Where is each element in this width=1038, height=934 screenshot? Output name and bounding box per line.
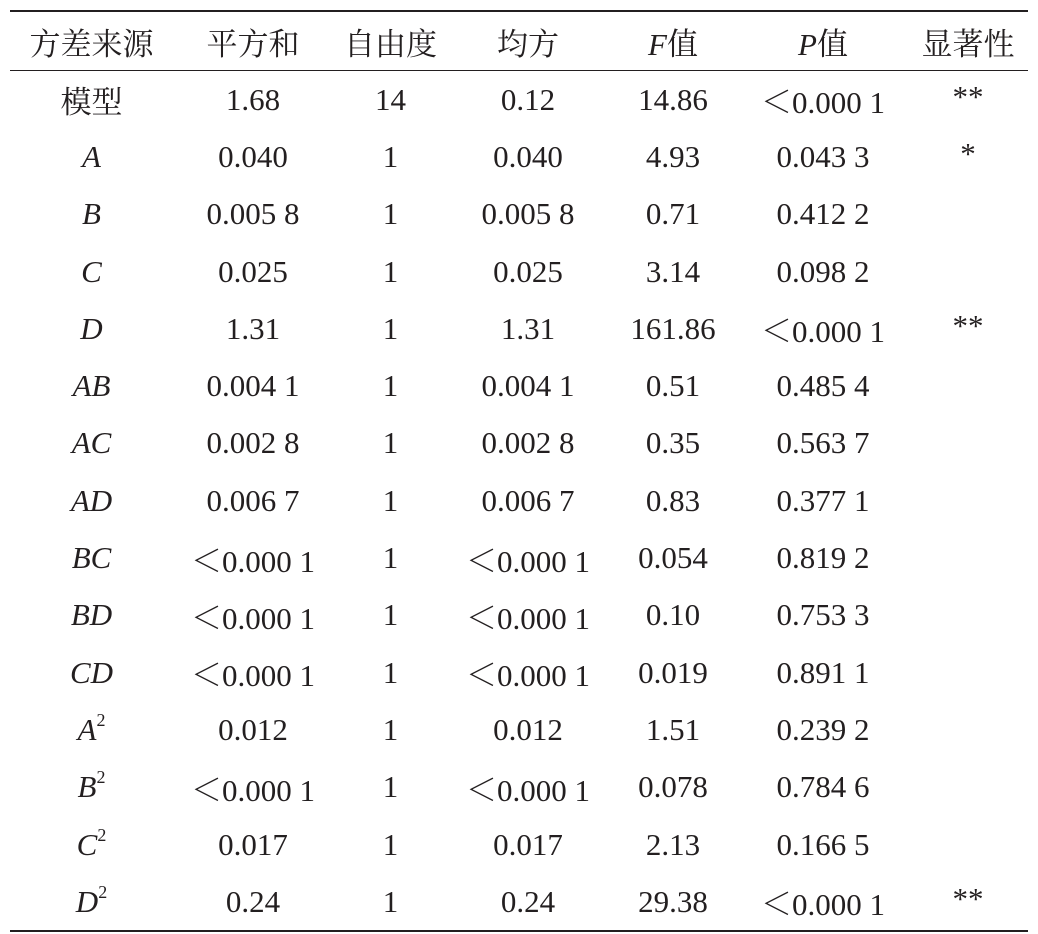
source-label: B	[82, 196, 101, 232]
sum-of-squares-text: 1.31	[225, 310, 281, 346]
source-cell	[10, 587, 173, 644]
mean-square-text: 0.006 7	[481, 482, 575, 518]
degrees-of-freedom-text: 14	[375, 81, 406, 117]
source-cell	[10, 529, 173, 586]
source-label: C	[81, 253, 102, 289]
mean-square-cell	[448, 71, 608, 129]
source-exponent: 2	[97, 824, 107, 845]
source-cell	[10, 415, 173, 472]
source-label: D	[75, 883, 99, 919]
table-row	[10, 128, 1028, 185]
sum-of-squares-cell	[173, 644, 333, 701]
sum-of-squares-text: ＜0.000 1	[191, 543, 315, 579]
sum-of-squares-cell	[173, 357, 333, 414]
mean-square-cell	[448, 357, 608, 414]
f-value-cell	[608, 415, 738, 472]
significance-cell	[908, 529, 1028, 586]
significance-text: **	[952, 78, 984, 114]
source-cell	[10, 300, 173, 357]
p-value-cell	[738, 472, 908, 529]
f-value-text: 0.71	[645, 196, 701, 232]
sum-of-squares-cell	[173, 759, 333, 816]
degrees-of-freedom-cell	[333, 357, 448, 414]
degrees-of-freedom-cell	[333, 759, 448, 816]
source-cell	[10, 243, 173, 300]
f-value-text: 0.019	[638, 654, 708, 690]
f-value-text: 1.51	[645, 711, 701, 747]
f-value-text: 0.51	[645, 368, 701, 404]
degrees-of-freedom-text: 1	[382, 769, 399, 805]
source-cell	[10, 472, 173, 529]
significance-text: **	[952, 307, 984, 343]
degrees-of-freedom-text: 1	[382, 597, 399, 633]
source-cell	[10, 71, 173, 129]
mean-square-text: 0.005 8	[481, 196, 575, 232]
f-value-cell	[608, 587, 738, 644]
table-row	[10, 357, 1028, 414]
mean-square-cell	[448, 243, 608, 300]
source-label: AC	[71, 425, 112, 461]
significance-cell	[908, 701, 1028, 758]
header-significance: 显著性	[921, 26, 1015, 62]
mean-square-cell	[448, 415, 608, 472]
significance-cell	[908, 587, 1028, 644]
source-cell	[10, 186, 173, 243]
table-row	[10, 529, 1028, 586]
table-row	[10, 415, 1028, 472]
source-label: BC	[71, 540, 112, 576]
degrees-of-freedom-text: 1	[382, 654, 399, 690]
source-label: CD	[69, 654, 114, 690]
sum-of-squares-cell	[173, 128, 333, 185]
p-value-text: ＜0.000 1	[761, 887, 885, 923]
sum-of-squares-text: 1.68	[225, 81, 281, 117]
p-value-text: 0.098 2	[776, 253, 870, 289]
p-value-cell	[738, 415, 908, 472]
significance-cell	[908, 415, 1028, 472]
table-row	[10, 701, 1028, 758]
f-value-cell	[608, 816, 738, 873]
sum-of-squares-cell	[173, 587, 333, 644]
significance-cell	[908, 71, 1028, 129]
degrees-of-freedom-cell	[333, 873, 448, 931]
table-row	[10, 71, 1028, 129]
sum-of-squares-cell	[173, 816, 333, 873]
sum-of-squares-text: 0.017	[218, 826, 288, 862]
f-value-cell	[608, 472, 738, 529]
degrees-of-freedom-text: 1	[382, 883, 399, 919]
header-f-value	[608, 11, 738, 71]
mean-square-text: ＜0.000 1	[466, 772, 590, 808]
p-value-cell	[738, 128, 908, 185]
f-value-text: 4.93	[645, 138, 701, 174]
sum-of-squares-text: ＜0.000 1	[191, 658, 315, 694]
table-row	[10, 300, 1028, 357]
degrees-of-freedom-cell	[333, 186, 448, 243]
p-value-cell	[738, 357, 908, 414]
f-value-text: 0.83	[645, 482, 701, 518]
header-f-symbol: F	[648, 26, 667, 62]
f-value-text: 161.86	[630, 310, 716, 346]
sum-of-squares-text: 0.006 7	[206, 482, 300, 518]
p-value-cell	[738, 300, 908, 357]
degrees-of-freedom-cell	[333, 816, 448, 873]
significance-cell	[908, 357, 1028, 414]
p-value-cell	[738, 701, 908, 758]
significance-cell	[908, 186, 1028, 243]
f-value-cell	[608, 873, 738, 931]
p-value-cell	[738, 71, 908, 129]
p-value-text: 0.485 4	[776, 368, 870, 404]
f-value-text: 0.35	[645, 425, 701, 461]
p-value-text: 0.377 1	[776, 482, 870, 518]
source-exponent: 2	[96, 709, 106, 730]
degrees-of-freedom-cell	[333, 529, 448, 586]
sum-of-squares-cell	[173, 186, 333, 243]
source-cell	[10, 701, 173, 758]
header-p-symbol: P	[798, 26, 817, 62]
sum-of-squares-text: 0.025	[218, 253, 288, 289]
p-value-cell	[738, 186, 908, 243]
significance-text: **	[952, 880, 984, 916]
sum-of-squares-text: 0.005 8	[206, 196, 300, 232]
f-value-text: 0.10	[645, 597, 701, 633]
degrees-of-freedom-cell	[333, 472, 448, 529]
f-value-cell	[608, 357, 738, 414]
p-value-text: 0.891 1	[776, 654, 870, 690]
mean-square-text: ＜0.000 1	[466, 658, 590, 694]
f-value-text: 29.38	[638, 883, 708, 919]
p-value-text: 0.166 5	[776, 826, 870, 862]
mean-square-cell	[448, 759, 608, 816]
mean-square-text: ＜0.000 1	[466, 543, 590, 579]
degrees-of-freedom-cell	[333, 587, 448, 644]
mean-square-text: 0.040	[493, 138, 563, 174]
degrees-of-freedom-text: 1	[382, 711, 399, 747]
table-row	[10, 472, 1028, 529]
degrees-of-freedom-text: 1	[382, 482, 399, 518]
p-value-text: ＜0.000 1	[761, 314, 885, 350]
source-label: C	[76, 826, 98, 862]
significance-cell	[908, 472, 1028, 529]
header-sum-of-squares: 平方和	[206, 26, 300, 62]
degrees-of-freedom-text: 1	[382, 540, 399, 576]
table-row	[10, 243, 1028, 300]
sum-of-squares-cell	[173, 71, 333, 129]
mean-square-cell	[448, 472, 608, 529]
f-value-text: 3.14	[645, 253, 701, 289]
degrees-of-freedom-text: 1	[382, 253, 399, 289]
degrees-of-freedom-cell	[333, 701, 448, 758]
p-value-cell	[738, 816, 908, 873]
f-value-cell	[608, 243, 738, 300]
table-row	[10, 759, 1028, 816]
degrees-of-freedom-text: 1	[382, 368, 399, 404]
sum-of-squares-cell	[173, 300, 333, 357]
source-label: A	[77, 711, 97, 747]
source-label: AB	[72, 368, 111, 404]
degrees-of-freedom-cell	[333, 644, 448, 701]
sum-of-squares-cell	[173, 415, 333, 472]
source-label: B	[77, 769, 97, 805]
mean-square-cell	[448, 873, 608, 931]
p-value-text: 0.819 2	[776, 540, 870, 576]
p-value-cell	[738, 644, 908, 701]
table-row	[10, 587, 1028, 644]
sum-of-squares-text: ＜0.000 1	[191, 772, 315, 808]
header-f-suffix: 值	[666, 26, 698, 62]
significance-cell	[908, 128, 1028, 185]
f-value-text: 0.054	[638, 540, 708, 576]
header-p-value	[738, 11, 908, 71]
sum-of-squares-cell	[173, 701, 333, 758]
p-value-text: 0.239 2	[776, 711, 870, 747]
header-row	[10, 11, 1028, 71]
sum-of-squares-text: 0.040	[218, 138, 288, 174]
sum-of-squares-text: 0.24	[225, 883, 281, 919]
mean-square-cell	[448, 701, 608, 758]
source-label: A	[82, 138, 101, 174]
source-label: D	[80, 310, 103, 346]
significance-cell	[908, 873, 1028, 931]
mean-square-text: 0.12	[500, 81, 556, 117]
significance-cell	[908, 300, 1028, 357]
p-value-text: 0.043 3	[776, 138, 870, 174]
p-value-text: 0.563 7	[776, 425, 870, 461]
source-cell	[10, 759, 173, 816]
mean-square-text: 1.31	[500, 310, 556, 346]
table-row	[10, 873, 1028, 931]
degrees-of-freedom-cell	[333, 128, 448, 185]
f-value-cell	[608, 186, 738, 243]
source-exponent: 2	[98, 881, 108, 902]
significance-cell	[908, 243, 1028, 300]
degrees-of-freedom-cell	[333, 300, 448, 357]
p-value-cell	[738, 759, 908, 816]
degrees-of-freedom-cell	[333, 243, 448, 300]
degrees-of-freedom-text: 1	[382, 138, 399, 174]
header-mean-square: 均方	[497, 26, 559, 62]
f-value-text: 0.078	[638, 769, 708, 805]
degrees-of-freedom-text: 1	[382, 310, 399, 346]
p-value-text: 0.753 3	[776, 597, 870, 633]
f-value-text: 14.86	[638, 81, 708, 117]
f-value-cell	[608, 529, 738, 586]
mean-square-cell	[448, 128, 608, 185]
source-label: BD	[70, 597, 113, 633]
anova-table	[10, 10, 1028, 932]
mean-square-cell	[448, 644, 608, 701]
f-value-cell	[608, 759, 738, 816]
degrees-of-freedom-cell	[333, 415, 448, 472]
f-value-cell	[608, 701, 738, 758]
degrees-of-freedom-cell	[333, 71, 448, 129]
source-exponent: 2	[96, 767, 106, 788]
significance-cell	[908, 759, 1028, 816]
header-degrees-of-freedom: 自由度	[344, 26, 437, 62]
p-value-cell	[738, 529, 908, 586]
degrees-of-freedom-text: 1	[382, 826, 399, 862]
source-cell	[10, 644, 173, 701]
p-value-text: 0.412 2	[776, 196, 870, 232]
mean-square-text: 0.002 8	[481, 425, 575, 461]
header-source: 方差来源	[29, 26, 154, 62]
table-body	[10, 71, 1028, 932]
source-cell	[10, 816, 173, 873]
table-row	[10, 644, 1028, 701]
mean-square-text: 0.24	[500, 883, 556, 919]
header-p-suffix: 值	[816, 26, 848, 62]
p-value-cell	[738, 243, 908, 300]
f-value-cell	[608, 300, 738, 357]
sum-of-squares-cell	[173, 873, 333, 931]
source-label: 模型	[60, 85, 123, 121]
degrees-of-freedom-text: 1	[382, 425, 399, 461]
significance-cell	[908, 816, 1028, 873]
sum-of-squares-cell	[173, 243, 333, 300]
sum-of-squares-text: 0.004 1	[206, 368, 300, 404]
table-row	[10, 186, 1028, 243]
degrees-of-freedom-text: 1	[382, 196, 399, 232]
mean-square-text: 0.017	[493, 826, 563, 862]
f-value-cell	[608, 71, 738, 129]
significance-cell	[908, 644, 1028, 701]
mean-square-text: ＜0.000 1	[466, 600, 590, 636]
mean-square-cell	[448, 816, 608, 873]
source-label: AD	[70, 482, 113, 518]
f-value-cell	[608, 644, 738, 701]
p-value-text: ＜0.000 1	[761, 85, 885, 121]
source-cell	[10, 873, 173, 931]
significance-text: *	[960, 135, 976, 171]
mean-square-text: 0.012	[493, 711, 563, 747]
sum-of-squares-cell	[173, 529, 333, 586]
source-cell	[10, 128, 173, 185]
sum-of-squares-text: 0.012	[218, 711, 288, 747]
f-value-text: 2.13	[645, 826, 701, 862]
sum-of-squares-text: ＜0.000 1	[191, 600, 315, 636]
p-value-cell	[738, 587, 908, 644]
p-value-cell	[738, 873, 908, 931]
p-value-text: 0.784 6	[776, 769, 870, 805]
mean-square-cell	[448, 300, 608, 357]
sum-of-squares-cell	[173, 472, 333, 529]
anova-table-container	[10, 10, 1028, 932]
table-row	[10, 816, 1028, 873]
mean-square-cell	[448, 587, 608, 644]
sum-of-squares-text: 0.002 8	[206, 425, 300, 461]
mean-square-cell	[448, 186, 608, 243]
f-value-cell	[608, 128, 738, 185]
source-cell	[10, 357, 173, 414]
mean-square-text: 0.025	[493, 253, 563, 289]
mean-square-cell	[448, 529, 608, 586]
mean-square-text: 0.004 1	[481, 368, 575, 404]
